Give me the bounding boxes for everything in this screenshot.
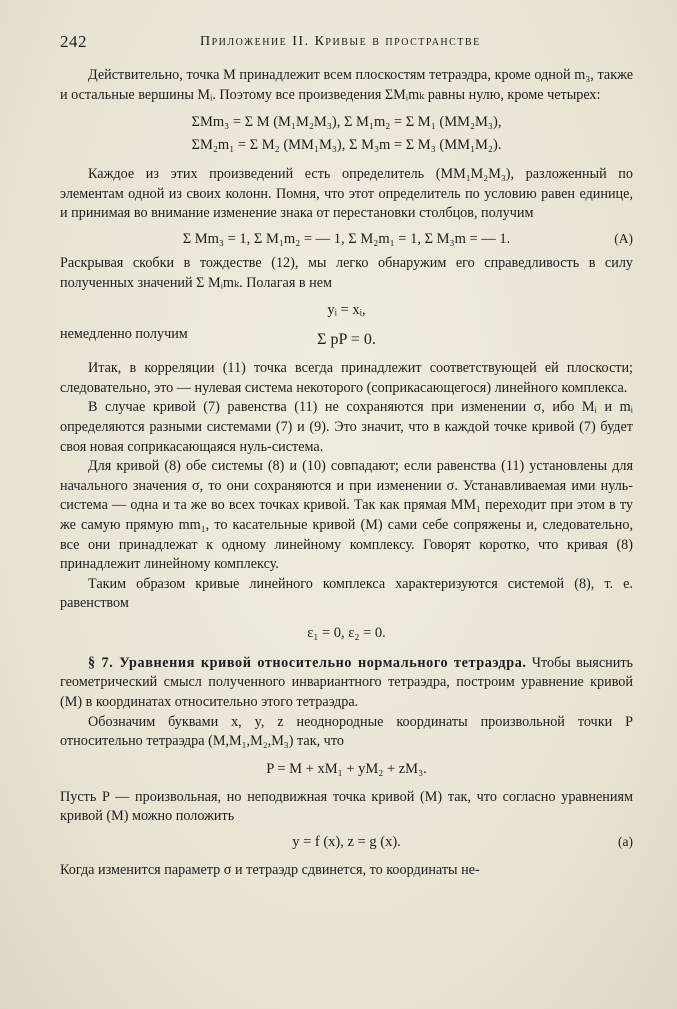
paragraph-9: Обозначим буквами x, y, z неоднородные координаты произвольной точки P относительно тетраэдра (M,M₁,M₂,M₃) так, что bbox=[60, 713, 633, 750]
equation-products bbox=[60, 111, 633, 157]
equation-yx: yᵢ = xᵢ, bbox=[327, 302, 366, 319]
paragraph-4-lead: немедленно получим bbox=[60, 326, 188, 343]
paragraph-10: Пусть P — произвольная, но неподвижная точка кривой (M) так, что согласно уравнениям кривой (M) можно положить bbox=[60, 788, 633, 825]
equation-a-row bbox=[60, 228, 633, 250]
section-7-text: Чтобы выяснить геометрический смысл полученного инвариантного тетраэдра, построим уравнение кривой (M) в координатах относительно этого тетраэдра. bbox=[60, 654, 633, 711]
equation-products-row-2: ΣM₂m₁ = Σ M₂ (MM₁M₃), Σ M₃m = Σ M₃ (MM₁M₂). bbox=[191, 137, 502, 154]
paragraph-11: Когда изменится параметр σ и тетраэдр сдвинется, то координаты не- bbox=[60, 862, 480, 879]
paragraph-8: Таким образом кривые линейного комплекса характеризуются системой (8), т. е. равенством bbox=[60, 575, 633, 612]
equation-products-row-1: ΣMm₃ = Σ M (M₁M₂M₃), Σ M₁m₂ = Σ M₁ (MM₂M₃), bbox=[191, 114, 502, 131]
equation-a: Σ Mm₃ = 1, Σ M₁m₂ = — 1, Σ M₂m₁ = 1, Σ M₃m = — 1. bbox=[182, 230, 511, 247]
paragraph-2: Каждое из этих произведений есть определитель (MM₁M₂M₃), разложенный по элементам одной из своих колонн. Помня, что этот определитель по условию равен единице, и принимая во внимание изменение знака от перестановки столбцов, получим bbox=[60, 166, 633, 222]
equation-curve-row bbox=[60, 831, 633, 853]
equation-curve: y = f (x), z = g (x). bbox=[292, 834, 401, 851]
section-7 bbox=[60, 654, 633, 713]
section-7-title: § 7. Уравнения кривой относительно нормального тетраэдра. bbox=[88, 654, 527, 671]
result-row bbox=[60, 325, 633, 351]
paragraph-7: Для кривой (8) обе системы (8) и (10) совпадают; если равенства (11) установлены для начального значения σ, то они сохраняются и при изменении σ. Устанавливаемая ими нуль-система — одна и та же во всех точках кривой. Так как прямая MM₁ переходит при этом в ту же самую прямую mm₁, то касательные кривой (M) сами себе сопряжены и, следовательно, все они принадлежат к одному линейному комплексу. Говорят коротко, что кривая (8) принадлежит линейному комплексу. bbox=[60, 458, 633, 573]
page-number: 242 bbox=[60, 32, 87, 51]
paragraph-3: Раскрывая скобки в тождестве (12), мы легко обнаружим его справедливость в силу полученных значений Σ Mᵢmₖ. Полагая в нем bbox=[60, 254, 633, 291]
running-title: Приложение II. Кривые в пространстве bbox=[200, 34, 481, 49]
equation-a-tag: (A) bbox=[614, 230, 633, 246]
equation-curve-tag: (a) bbox=[618, 834, 633, 850]
paragraph-5: Итак, в корреляции (11) точка всегда принадлежит соответствующей ей плоскости; следовательно, это — нулевая система некоторого (соприкасающегося) линейного комплекса. bbox=[60, 360, 633, 396]
equation-point-p: P = M + xM₁ + yM₂ + zM₃. bbox=[266, 760, 427, 777]
equation-sum-pp: Σ pP = 0. bbox=[317, 331, 376, 349]
paragraph-6: В случае кривой (7) равенства (11) не сохраняются при изменении σ, ибо Mᵢ и mᵢ определяются разными системами (7) и (9). Это значит, что в каждой точке кривой (7) будет своя новая соприкасающаяся нуль-система. bbox=[60, 399, 633, 455]
equation-epsilon: ε₁ = 0, ε₂ = 0. bbox=[307, 624, 386, 641]
page-header bbox=[60, 28, 633, 56]
paragraph-1: Действительно, точка M принадлежит всем плоскостям тетраэдра, кроме одной m₃, также и остальные вершины Mᵢ. Поэтому все произведения ΣMᵢmₖ равны нулю, кроме четырех: bbox=[60, 67, 633, 103]
